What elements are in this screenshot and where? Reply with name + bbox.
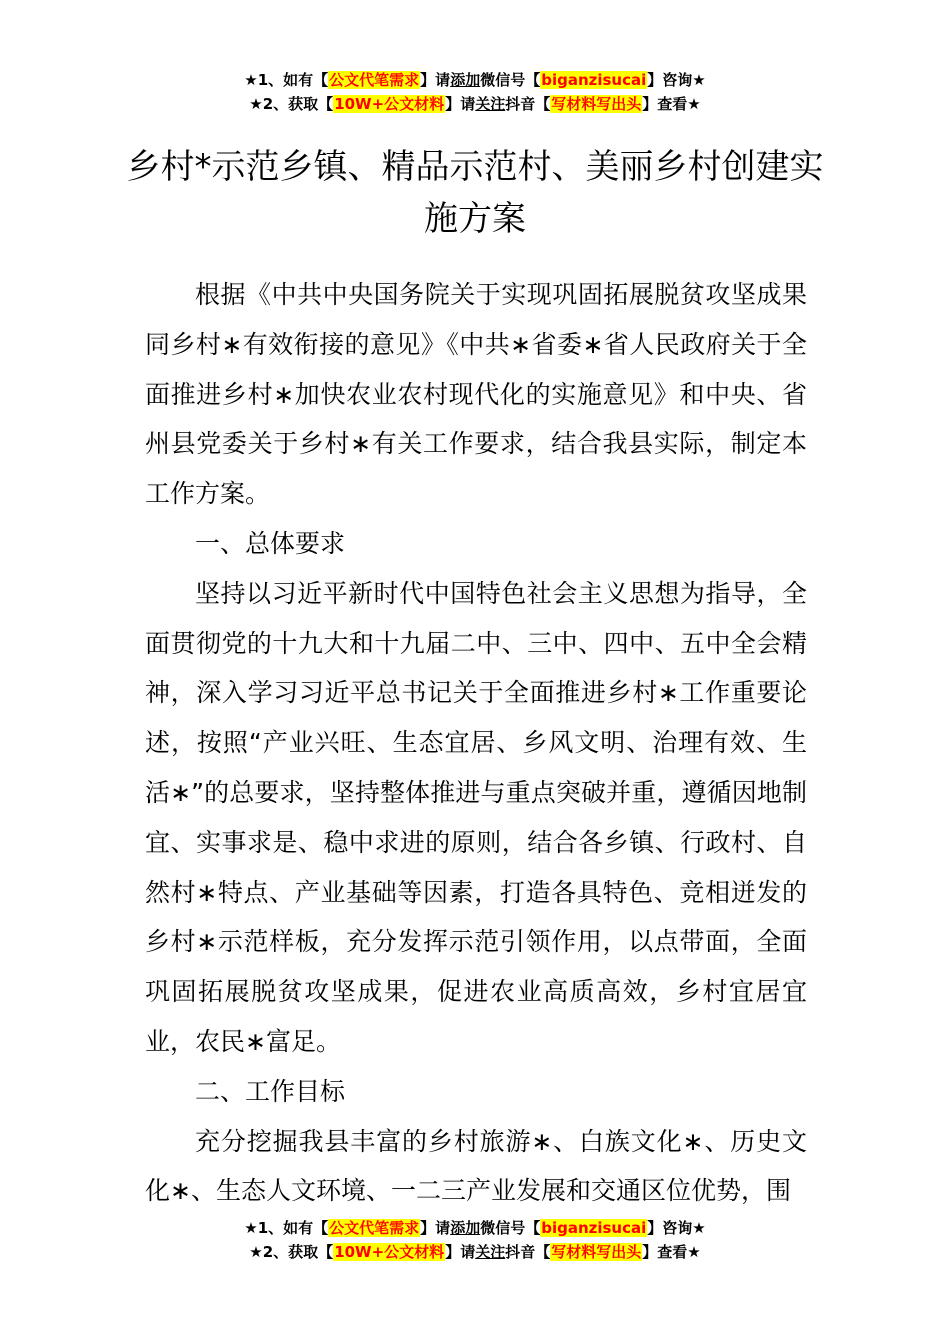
promo-text: 】请 [445,1243,476,1261]
promo-text: 】请 [420,71,451,89]
promo-underline: 添加 [450,1219,481,1237]
promo-line-1 [0,1216,950,1240]
promo-banner-bottom [0,1216,950,1264]
promo-underline: 添加 [450,71,481,89]
promo-underline: 关注 [475,95,506,113]
promo-text: 】查看★ [642,95,701,113]
promo-highlight: 公文代笔需求 [329,71,420,89]
promo-highlight: 10W+公文材料 [334,95,445,113]
promo-text: ★2、获取【 [249,1243,334,1261]
promo-underline: 关注 [475,1243,506,1261]
promo-text: 微信号【 [480,71,541,89]
promo-text: ★1、如有【 [244,1219,329,1237]
promo-banner-top [0,68,950,116]
promo-text: ★1、如有【 [244,71,329,89]
promo-highlight: 公文代笔需求 [329,1219,420,1237]
promo-text: 】请 [420,1219,451,1237]
promo-text: 】咨询★ [647,1219,706,1237]
document-body [145,270,807,1216]
promo-text: 】请 [445,95,476,113]
promo-text: 】咨询★ [647,71,706,89]
promo-wechat-id: biganzisucai [541,1219,647,1237]
promo-douyin-id: 写材料写出头 [551,1243,642,1261]
promo-text: 微信号【 [480,1219,541,1237]
promo-text: 抖音【 [505,95,551,113]
promo-wechat-id: biganzisucai [541,71,647,89]
promo-line-2 [0,92,950,116]
body-paragraph: 充分挖掘我县丰富的乡村旅游∗、白族文化∗、历史文化∗、生态人文环境、一二三产业发展和交通区位优势，围 [145,1126,807,1206]
promo-douyin-id: 写材料写出头 [551,95,642,113]
body-paragraph: 坚持以习近平新时代中国特色社会主义思想为指导，全面贯彻党的十九大和十九届二中、三中、四中、五中全会精神，深入学习习近平总书记关于全面推进乡村∗工作重要论述，按照“产业兴旺、生态宜居、乡风文明、治理有效、生活∗”的总要求，坚持整体推进与重点突破并重，遵循因地制宜、实事求是、稳中求进的原则，结合各乡镇、行政村、自然村∗特点、产业基础等因素，打造各具特色、竞相迸发的乡村∗示范样板，充分发挥示范引领作用，以点带面，全面巩固拓展脱贫攻坚成果，促进农业高质高效，乡村宜居宜业，农民∗富足。 [145,578,807,1056]
promo-line-2 [0,1240,950,1264]
promo-line-1 [0,68,950,92]
document-title: 乡村*示范乡镇、精品示范村、美丽乡村创建实施方案 [126,146,824,239]
promo-text: 抖音【 [505,1243,551,1261]
section-heading: 二、工作目标 [195,1076,346,1106]
promo-text: 】查看★ [642,1243,701,1261]
body-paragraph: 根据《中共中央国务院关于实现巩固拓展脱贫攻坚成果同乡村∗有效衔接的意见》《中共∗省委∗省人民政府关于全面推进乡村∗加快农业农村现代化的实施意见》和中央、省州县党委关于乡村∗有关工作要求，结合我县实际，制定本工作方案。 [145,280,807,509]
promo-text: ★2、获取【 [249,95,334,113]
promo-highlight: 10W+公文材料 [334,1243,445,1261]
section-heading: 一、总体要求 [195,528,346,558]
